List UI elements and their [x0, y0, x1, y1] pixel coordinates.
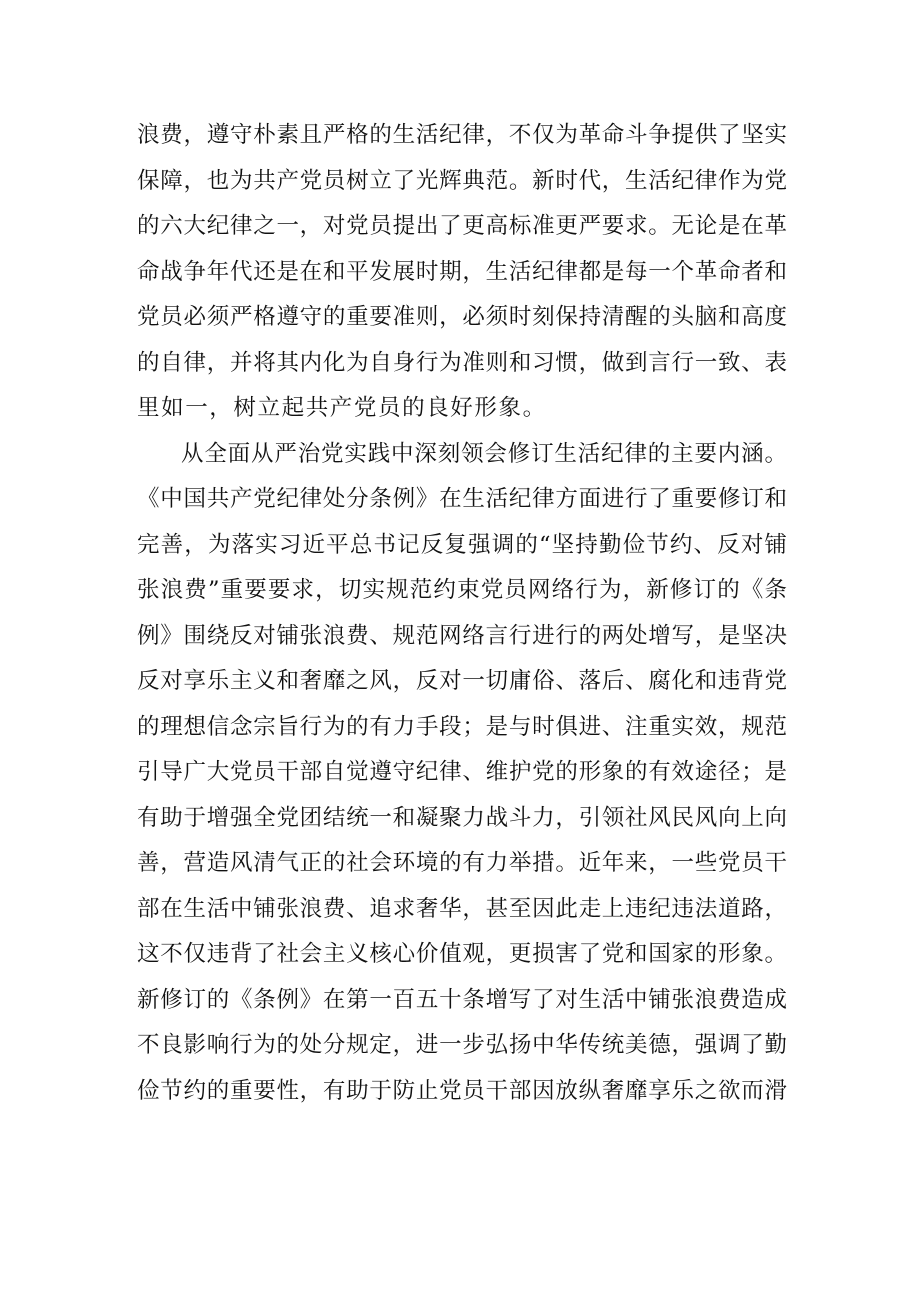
text-line: 的理想信念宗旨行为的有力手段；是与时俱进、注重实效，规范: [137, 713, 787, 740]
text-line: 新修订的《条例》在第一百五十条增写了对生活中铺张浪费造成: [137, 986, 787, 1013]
text-line-last: 里如一，树立起共产党员的良好形象。: [137, 395, 547, 421]
text-line: 《中国共产党纪律处分条例》在生活纪律方面进行了重要修订和: [137, 486, 787, 512]
text-line: 例》围绕反对铺张浪费、规范网络言行进行的两处增写，是坚决: [137, 622, 787, 649]
text-line: 浪费，遵守朴素且严格的生活纪律，不仅为革命斗争提供了坚实: [137, 122, 787, 148]
text-line: 这不仅违背了社会主义核心价值观，更损害了党和国家的形象。: [137, 941, 787, 967]
text-line: 的自律，并将其内化为自身行为准则和习惯，做到言行一致、表: [137, 349, 787, 376]
text-line: 完善，为落实习近平总书记反复强调的“坚持勤俭节约、反对铺: [137, 531, 787, 558]
text-line: 善，营造风清气正的社会环境的有力举措。近年来，一些党员干: [137, 850, 787, 876]
text-line: 部在生活中铺张浪费、追求奢华，甚至因此走上违纪违法道路，: [137, 895, 787, 922]
text-line: 党员必须严格遵守的重要准则，必须时刻保持清醒的头脑和高度: [137, 304, 787, 330]
text-line: 不良影响行为的处分规定，进一步弘扬中华传统美德，强调了勤: [137, 1032, 787, 1058]
text-line: 保障，也为共产党员树立了光辉典范。新时代，生活纪律作为党: [137, 167, 787, 194]
text-line: 反对享乐主义和奢靡之风，反对一切庸俗、落后、腐化和违背党: [137, 668, 787, 694]
text-line: 张浪费”重要要求，切实规范约束党员网络行为，新修订的《条: [137, 577, 787, 603]
paragraph-first-line: 从全面从严治党实践中深刻领会修订生活纪律的主要内涵。: [181, 440, 787, 467]
text-line: 有助于增强全党团结统一和凝聚力战斗力，引领社风民风向上向: [137, 804, 787, 831]
text-line: 的六大纪律之一，对党员提出了更高标准更严要求。无论是在革: [137, 213, 787, 239]
text-line: 引导广大党员干部自觉遵守纪律、维护党的形象的有效途径；是: [137, 759, 787, 785]
text-line: 俭节约的重要性，有助于防止党员干部因放纵奢靡享乐之欲而滑: [137, 1077, 787, 1104]
document-body: [137, 113, 787, 1114]
text-line: 命战争年代还是在和平发展时期，生活纪律都是每一个革命者和: [137, 258, 787, 285]
